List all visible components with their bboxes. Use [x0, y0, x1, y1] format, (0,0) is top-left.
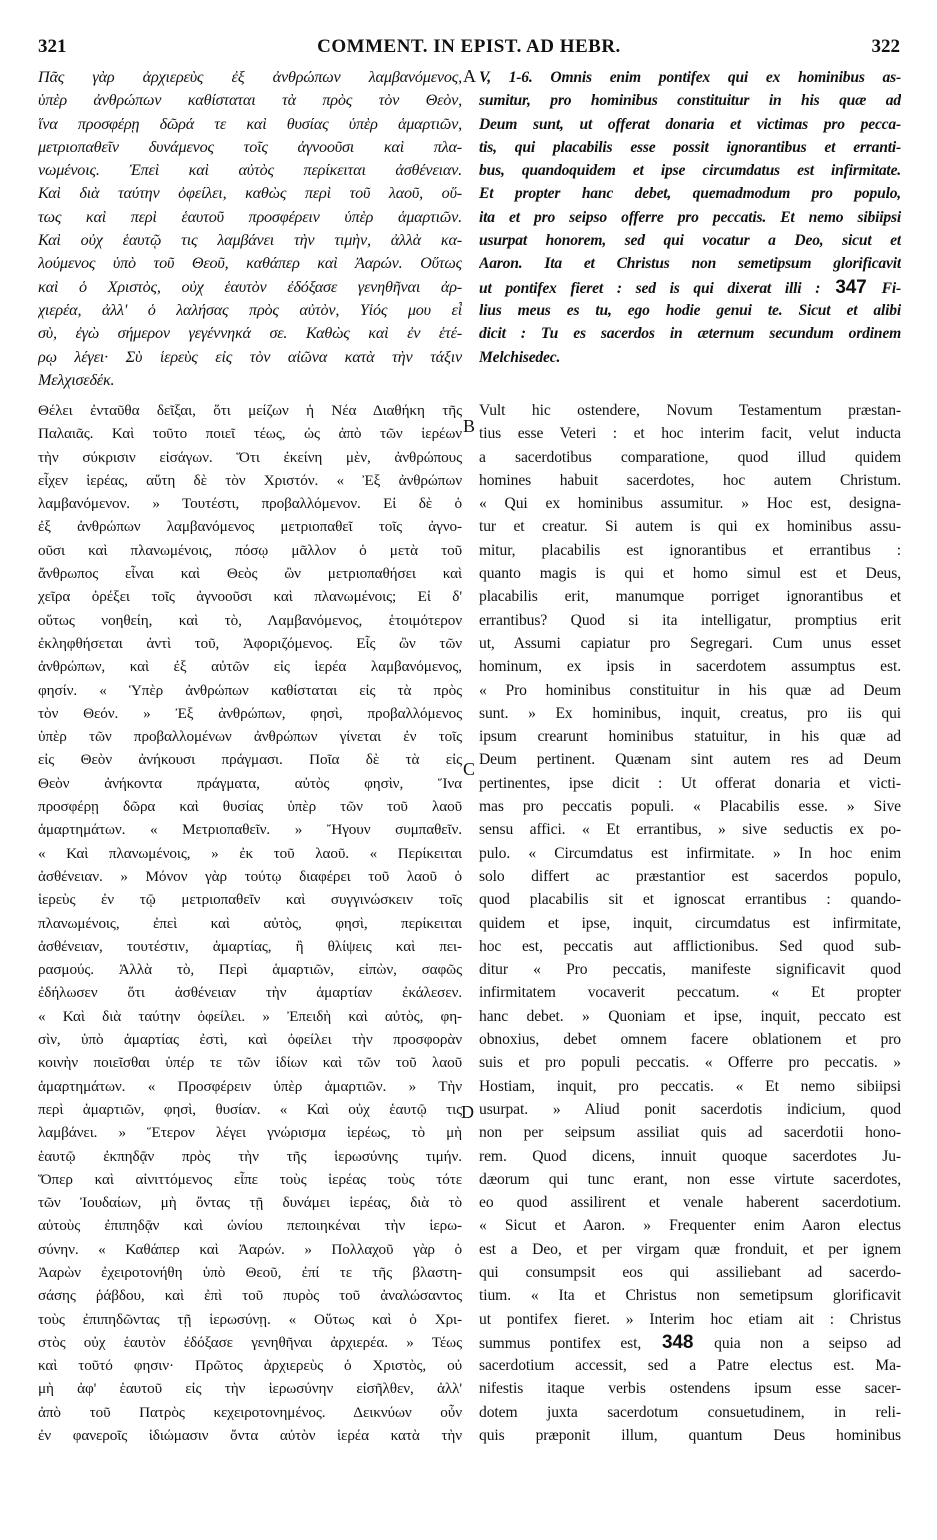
latin-commentary-line: est a Deo, et per virgam quæ fronduit, et per ignem [479, 1240, 901, 1258]
latin-scripture-line: ita et pro seipso offerre pro peccatis. Et nemo sibiipsi [479, 208, 901, 226]
greek-commentary-line: πλανωμένοις, ἐπεὶ καὶ αὐτὸς, φησὶ, περίκειται [38, 914, 462, 932]
latin-commentary-line: obnoxius, debet omnem facere oblationem et pro [479, 1031, 901, 1049]
latin-commentary-line: solo differt ac præstantior est sacerdos populo, [479, 867, 901, 885]
greek-commentary-line: Θέλει ἐνταῦθα δεῖξαι, ὅτι μείζων ἡ Νέα Διαθήκη τῆς [38, 402, 462, 419]
latin-scripture-line: usurpat honorem, sed qui vocatur a Deo, sicut et [479, 232, 901, 250]
latin-commentary-line: tur et creatur. Si autem is qui ex hominibus assu- [479, 518, 901, 536]
greek-commentary-line: λαμβανόμενον. » Τουτέστι, προβαλλόμενον. Εἰ δὲ ὁ [38, 495, 462, 513]
greek-commentary-line: προσφέρῃ δῶρα καὶ θυσίας ὑπὲρ τῶν τοῦ λαοῦ [38, 798, 462, 816]
greek-commentary-line: καὶ τοῦτό φησιν· Πρῶτος ἀρχιερεὺς ὁ Χριστὸς, οὐ [38, 1357, 462, 1375]
latin-column [479, 66, 901, 1447]
latin-commentary-line: « Qui ex hominibus assumitur. » Hoc est, designa- [479, 495, 901, 513]
greek-scripture-line: νωμένοις. Ἐπεὶ καὶ αὐτὸς περίκειται ἀσθένειαν. [38, 161, 462, 180]
greek-commentary-line: ἀνθρώπων, καὶ ἐξ αὐτῶν εἰς ἱερέα λαμβανόμενος, [38, 658, 462, 676]
greek-commentary-line: σάσης ῥάβδου, καὶ ἐπὶ τοῦ πυρὸς τοῦ ἀναλώσαντος [38, 1287, 462, 1305]
latin-scripture-line: bus, quandoquidem et ipse circumdatus est infirmitate. [479, 162, 901, 180]
latin-commentary-line: Hostiam, inquit, pro peccatis. « Et nemo sibiipsi [479, 1077, 901, 1095]
latin-scripture-line: sumitur, pro hominibus constituitur in his quæ ad [479, 92, 901, 110]
page-number-left: 321 [38, 36, 67, 57]
latin-commentary-line: infirmitatem vocaverit peccatum. « Et propter [479, 984, 901, 1002]
greek-commentary-line: σύνην. « Καθάπερ καὶ Ἀαρών. » Πολλαχοῦ γὰρ ὁ [38, 1240, 462, 1258]
greek-commentary-line: οῦσι καὶ πλανωμένοις, πόσῳ μᾶλλον ὁ μετὰ τοῦ [38, 541, 462, 559]
latin-scripture-line: tis, qui placabilis esse possit ignorantibus et erranti- [479, 138, 901, 156]
latin-commentary-line: errantibus? Quod si ita intelligatur, promptius erit [479, 611, 901, 629]
greek-commentary-line: Θεὸν ἀνήκοντα πράγματα, αὐτὸς φησὶν, Ἵνα [38, 774, 462, 792]
latin-scripture-line: Deum sunt, ut offerat donaria et victimas pro pecca- [479, 115, 901, 133]
greek-commentary-line: μὴ ἀφ' ἑαυτοῦ εἰς τὴν ἱερωσύνην εἰσῆλθεν, ἀλλ' [38, 1380, 462, 1398]
latin-commentary-line: ut, Assumi capiatur pro Segregari. Cum unus esset [479, 634, 901, 652]
latin-commentary-line: Deum pertinent. Quænam sint autem res ad Deum [479, 751, 901, 769]
latin-commentary-line: rem. Quod dicens, innuit quoque sacerdotes Ju- [479, 1147, 901, 1165]
latin-commentary-line: ipsum crearunt hominibus statuitur, in his quæ ad [479, 728, 901, 746]
column-number: 348 [641, 1331, 715, 1353]
latin-commentary-line: pertinentes, ipse dicit : Ut offerat donaria et victi- [479, 774, 901, 792]
greek-commentary-line: ἑαυτῷ ἐκπηδᾷν πρὸς τὴν τῆς ἱερωσύνης τιμήν. [38, 1147, 462, 1165]
latin-commentary-line: hoc est, peccatis aut afflictionibus. Sed quod sub- [479, 937, 901, 955]
greek-commentary-line: τῶν Ἰουδαίων, μὴ ὄντας τῇ δυνάμει ἱερέας, διὰ τὸ [38, 1194, 462, 1212]
greek-scripture-line: Μελχισεδέκ. [38, 370, 115, 389]
greek-commentary-line: ἁμαρτημάτων. « Μετριοπαθεῖν. » Ἤγουν συμπαθεῖν. [38, 821, 462, 839]
latin-scripture-line: lius meus es tu, ego hodie genui te. Sicut et alibi [479, 301, 901, 319]
greek-commentary-line: εἰς Θεὸν ἀνήκουσι πράγμασι. Ποῖα δὲ τὰ εἰς [38, 751, 462, 769]
greek-commentary-line: τὴν σύκρισιν εἰσάγων. Ὅτι ἐκείνη μὲν, ἀνθρώπους [38, 448, 462, 466]
latin-scripture-line: Et propter hanc debet, quemadmodum pro populo, [479, 185, 901, 203]
greek-commentary-line: σὶν, ὑπὸ ἁμαρτίας ἐστὶ, καὶ ὀφείλει τὴν προσφορὰν [38, 1031, 462, 1049]
greek-commentary-line: ἱερεὺς ἐν τῷ μετριοπαθεῖν καὶ συγγινώσκειν τοῖς [38, 891, 462, 909]
greek-scripture-block [38, 66, 462, 387]
line-tail: Fi- [881, 279, 901, 297]
latin-commentary-line: ut pontifex fieret. » Interim hoc etiam ait : Christus [479, 1310, 901, 1328]
latin-commentary-line: hanc debet. » Quoniam et ipse, inquit, peccato est [479, 1007, 901, 1025]
greek-commentary-line: ἐκληφθήσεται ἀντὶ τοῦ, Ἀφοριζόμενος. Εἷς ὢν τῶν [38, 634, 462, 652]
latin-commentary-line: qui consumpsit eos qui assiliebant ad sacerdo- [479, 1263, 901, 1281]
greek-scripture-line: καὶ ὁ Χριστὸς, οὐχ ἑαυτὸν ἐδόξασε γενηθῆναι ἀρ- [38, 277, 462, 296]
latin-commentary-line: Vult hic ostendere, Novum Testamentum præstan- [479, 402, 901, 419]
latin-commentary-line: sensu affici. « Et errantibus, » sive seductis ex po- [479, 821, 901, 839]
greek-scripture-line: λούμενος ὑπὸ τοῦ Θεοῦ, καθάπερ καὶ Ἀαρών. Οὕτως [38, 254, 462, 273]
margin-marker-b: B [463, 416, 476, 436]
greek-commentary-line: Παλαιᾶς. Καὶ τοῦτο ποιεῖ τέως, ὡς ἀπὸ τῶν ἱερέων [38, 425, 462, 443]
latin-commentary-line: placabilis erit, manumque porriget ignorantibus et [479, 588, 901, 606]
greek-scripture-line: χιερέα, ἀλλ' ὁ λαλήσας πρὸς αὐτὸν, Υἱός μου εἶ [38, 300, 462, 319]
greek-commentary-line: ἐν φανεροῖς ἰδιώμασιν ὄντα αὐτὸν ἱερέα κατὰ τὴν [38, 1427, 462, 1445]
greek-commentary-line: ἐξ ἀνθρώπων λαμβανόμενος μετριοπαθεῖ τοῖς ἀγνο- [38, 518, 462, 536]
greek-commentary-line: ὑπὲρ τῶν προβαλλομένων ἀνθρώπων γίνεται ἐν τοῖς [38, 728, 462, 746]
latin-commentary-line: quanto magis is qui et homo simul est et Deus, [479, 565, 901, 583]
greek-commentary-line: χεῖρα ὀρέξει τοῖς ἀγνοοῦσι καὶ πλανωμένοις; Εἰ δ' [38, 588, 462, 606]
latin-commentary-line: summus pontifex est, 348 quia non a seipso ad [479, 1331, 901, 1353]
margin-marker-a: A [463, 66, 476, 86]
latin-commentary-line: tium. « Ita et Christus non semetipsum glorificavit [479, 1287, 901, 1305]
greek-commentary-line: φησίν. « Ὑπὲρ ἀνθρώπων καθίσταται εἰς τὰ πρὸς [38, 681, 462, 699]
greek-scripture-line: ρῳ λέγει· Σὺ ἱερεὺς εἰς τὸν αἰῶνα κατὰ τὴν τάξιν [38, 347, 462, 366]
latin-commentary-line: usurpat. » Aliud ponit sacerdotis indicium, quod [479, 1100, 901, 1118]
greek-commentary-line: λαμβάνει. » Ἕτερον λέγει γνώρισμα ἱερέως, τὸ μὴ [38, 1124, 462, 1142]
latin-commentary-line: quis præponit illum, quantum Deus hominibus [479, 1427, 901, 1445]
greek-commentary-line: ρασμούς. Ἀλλὰ τὸ, Περὶ ἁμαρτιῶν, εἰπὼν, σαφῶς [38, 961, 462, 979]
latin-commentary-line: pulo. « Circumdatus est infirmitate. » In hoc enim [479, 844, 901, 862]
running-header [38, 36, 900, 64]
latin-commentary-line: eo quod assilirent et venale haberent sacerdotium. [479, 1194, 901, 1212]
greek-commentary-line: ἐδήλωσεν ὅτι ἀσθένειαν τὴν ἁμαρτίαν ἐκάλεσεν. [38, 984, 462, 1002]
latin-commentary-line: quod placabilis sit et ignoscat errantibus : quando- [479, 891, 901, 909]
latin-commentary-block [479, 399, 901, 1447]
latin-scripture-line: Melchisedec. [479, 348, 561, 366]
greek-commentary-line: στὸς οὐχ ἑαυτὸν ἐδόξασε γενηθῆναι ἀρχιερέα. » Τέως [38, 1333, 462, 1351]
greek-commentary-line: περὶ ἁμαρτιῶν, φησὶ, θυσίαν. « Καὶ οὐχ ἑαυτῷ τις [38, 1100, 462, 1118]
greek-commentary-line: « Καὶ πλανωμένοις, » ἐκ τοῦ λαοῦ. « Περίκειται [38, 844, 462, 862]
greek-commentary-line: ἄνθρωπος εἶναι καὶ Θεὸς ὢν μετριοπαθήσει καὶ [38, 565, 462, 583]
greek-commentary-block [38, 399, 462, 1447]
latin-commentary-line: ditur « Pro peccatis, manifeste significavit quod [479, 961, 901, 979]
greek-commentary-line: κοινὴν ποιεῖσθαι ὑπέρ τε τῶν ἰδίων καὶ τῶν τοῦ λαοῦ [38, 1054, 462, 1072]
greek-commentary-line: ἀσθένειαν, τουτέστιν, ἁμαρτίας, ἢ θλίψεις καὶ πει- [38, 937, 462, 955]
greek-scripture-line: μετριοπαθεῖν δυνάμενος τοῖς ἀγνοοῦσι καὶ πλα- [38, 137, 462, 156]
greek-commentary-line: ἀπὸ τοῦ Πατρὸς κεχειροτονημένος. Δεικνύων οὖν [38, 1403, 462, 1421]
greek-commentary-line: αὐτοὺς ἐπιπηδᾷν καὶ ὠνίου πεποιηκέναι τὴν ἱερω- [38, 1217, 462, 1235]
latin-scripture-line: Aaron. Ita et Christus non semetipsum glorificavit [479, 255, 901, 273]
latin-commentary-line: mas pro peccatis populi. « Placabilis esse. » Sive [479, 798, 901, 816]
latin-commentary-line: dæorum qui tunc erant, non esse virtute sacerdotes, [479, 1170, 901, 1188]
latin-commentary-line: sacerdotium accessit, sed a Patre electus est. Ma- [479, 1357, 901, 1375]
greek-commentary-line: τοὺς ἐπιπηδῶντας τῇ ἱερωσύνῃ. « Οὕτως καὶ ὁ Χρι- [38, 1310, 462, 1328]
latin-scripture-line: V, 1-6. Omnis enim pontifex qui ex hominibus as- [479, 69, 901, 86]
greek-scripture-line: Καὶ οὐχ ἑαυτῷ τις λαμβάνει τὴν τιμὴν, ἀλλὰ κα- [38, 231, 462, 250]
latin-scripture-line: dicit : Tu es sacerdos in æternum secundum ordinem [479, 325, 901, 343]
latin-commentary-line: suis et pro populi peccatis. « Offerre pro peccatis. » [479, 1054, 901, 1072]
latin-scripture-block [479, 66, 901, 387]
latin-commentary-line: non per seipsum assiliat quis ad sacerdotii hono- [479, 1124, 901, 1142]
greek-commentary-line: ἁμαρτημάτων. « Προσφέρειν ὑπὲρ ἁμαρτιῶν. » Τὴν [38, 1077, 462, 1095]
latin-commentary-line: tius esse Veteri : et hoc interim facit, velut inducta [479, 425, 901, 443]
page-number-right: 322 [871, 36, 900, 57]
greek-scripture-line: ἵνα προσφέρῃ δῶρά τε καὶ θυσίας ὑπὲρ ἁμαρτιῶν, [38, 114, 462, 133]
running-title: COMMENT. IN EPIST. AD HEBR. [317, 36, 621, 57]
greek-commentary-line: « Καὶ διὰ ταύτην ὀφείλει. » Ἐπειδὴ καὶ αὐτὸς, φη- [38, 1007, 462, 1025]
margin-marker-d: D [461, 1102, 474, 1122]
greek-commentary-line: Ἀαρὼν ἐχειροτονήθη ὑπὸ Θεοῦ, ἐπί τε τῆς βλαστη- [38, 1263, 462, 1281]
greek-scripture-line: σὺ, ἐγὼ σήμερον γεγέννηκά σε. Καθὼς καὶ ἐν ἑτέ- [38, 324, 462, 343]
latin-commentary-line: « Pro hominibus constituitur in his quæ ad Deum [479, 681, 901, 699]
margin-marker-c: C [463, 759, 476, 779]
greek-scripture-line: Καὶ διὰ ταύτην ὀφείλει, καθὼς περὶ τοῦ λαοῦ, οὕ- [38, 184, 462, 203]
latin-commentary-line: homines habuit sacerdotes, hoc autem Christum. [479, 471, 901, 489]
latin-commentary-line: sunt. » Ex hominibus, inquit, creatus, pro iis qui [479, 704, 901, 722]
greek-scripture-line: Πᾶς γὰρ ἀρχιερεὺς ἐξ ἀνθρώπων λαμβανόμενος, [38, 68, 462, 86]
latin-commentary-line: a sacerdotibus comparatione, quod illud quidem [479, 448, 901, 466]
latin-commentary-line: mitur, placabilis est ignorantibus et errantibus : [479, 541, 901, 559]
greek-commentary-line: ἀσθένειαν. » Μόνον γὰρ τούτῳ διαφέρει τοῦ λαοῦ ὁ [38, 867, 462, 885]
latin-commentary-line: dotem juxta sacerdotum consuetudinem, in reli- [479, 1403, 901, 1421]
greek-column [38, 66, 462, 1447]
greek-commentary-line: εἶχεν ἱερέας, αὕτη δὲ τὸν Χριστόν. « Ἐξ ἀνθρώπων [38, 471, 462, 489]
greek-scripture-line: ὑπὲρ ἀνθρώπων καθίσταται τὰ πρὸς τὸν Θεὸν, [38, 91, 462, 110]
greek-scripture-line: τως καὶ περὶ ἑαυτοῦ προσφέρειν ὑπὲρ ἁμαρτιῶν. [38, 207, 462, 226]
greek-commentary-line: οὕτως νοηθείη, καὶ τὸ, Λαμβανόμενος, ἑτοιμότερον [38, 611, 462, 629]
column-number: 347 [820, 276, 882, 298]
line-tail: quia non a seipso ad [714, 1334, 901, 1352]
latin-commentary-line: quidem et ipse, inquit, circumdatus est infirmitate, [479, 914, 901, 932]
greek-commentary-line: τὸν Θεόν. » Ἐξ ἀνθρώπων, φησὶ, προβαλλόμενος [38, 704, 462, 722]
latin-scripture-line: ut pontifex fieret : sed is qui dixerat illi : 347 Fi- [479, 276, 901, 298]
latin-commentary-line: hominum, ex ipsis in sacerdotem assumptus est. [479, 658, 901, 676]
greek-commentary-line: Ὅπερ καὶ αἰνιττόμενος εἶπε τοὺς ἱερέας τοὺς τότε [38, 1170, 462, 1188]
latin-commentary-line: nifestis itaque verbis ostendens ipsum esse sacer- [479, 1380, 901, 1398]
latin-commentary-line: « Sicut et Aaron. » Frequenter enim Aaron electus [479, 1217, 901, 1235]
